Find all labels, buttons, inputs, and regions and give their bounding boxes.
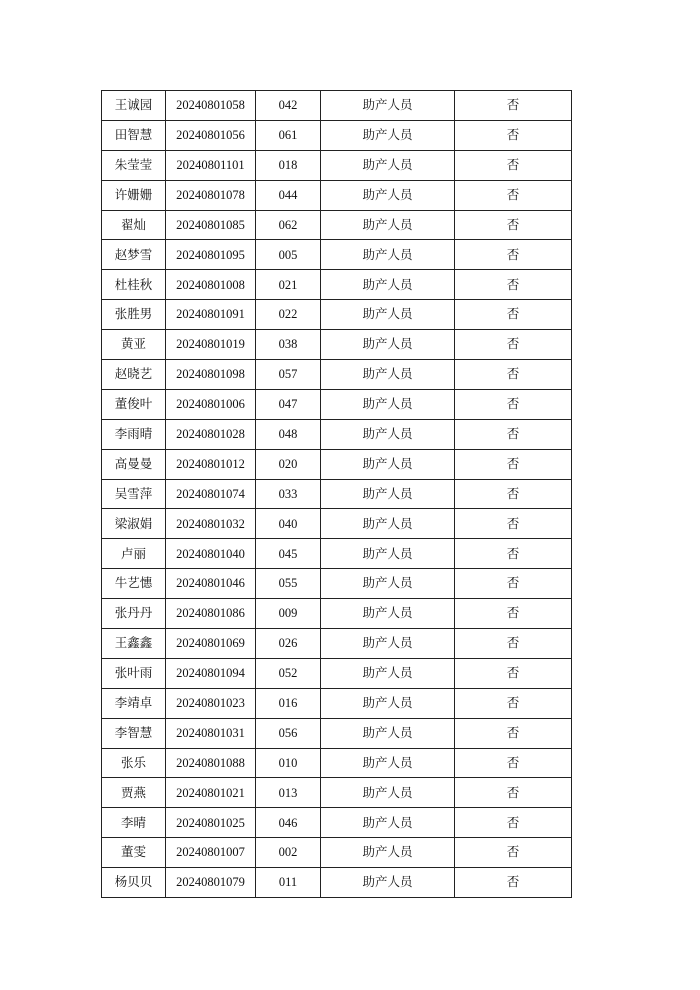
cell-name: 田智慧 [102, 120, 166, 150]
table-row [102, 270, 572, 300]
cell-position: 助产人员 [321, 778, 455, 808]
cell-seat-number: 047 [256, 389, 321, 419]
cell-seat-number: 018 [256, 150, 321, 180]
cell-name: 王鑫鑫 [102, 629, 166, 659]
table-row [102, 718, 572, 748]
cell-seat-number: 021 [256, 270, 321, 300]
table-row [102, 449, 572, 479]
cell-exam-id: 20240801069 [166, 629, 256, 659]
table-row [102, 868, 572, 898]
cell-seat-number: 020 [256, 449, 321, 479]
cell-status: 否 [455, 509, 572, 539]
cell-exam-id: 20240801012 [166, 449, 256, 479]
cell-position: 助产人员 [321, 509, 455, 539]
cell-name: 卢丽 [102, 539, 166, 569]
cell-name: 赵晓艺 [102, 360, 166, 390]
cell-exam-id: 20240801078 [166, 180, 256, 210]
cell-exam-id: 20240801086 [166, 599, 256, 629]
cell-seat-number: 022 [256, 300, 321, 330]
cell-exam-id: 20240801006 [166, 389, 256, 419]
cell-name: 李智慧 [102, 718, 166, 748]
cell-name: 贾燕 [102, 778, 166, 808]
cell-status: 否 [455, 658, 572, 688]
cell-status: 否 [455, 599, 572, 629]
cell-seat-number: 048 [256, 419, 321, 449]
cell-seat-number: 026 [256, 629, 321, 659]
cell-seat-number: 062 [256, 210, 321, 240]
cell-name: 张叶雨 [102, 658, 166, 688]
cell-name: 杨贝贝 [102, 868, 166, 898]
cell-status: 否 [455, 688, 572, 718]
cell-exam-id: 20240801019 [166, 330, 256, 360]
cell-seat-number: 045 [256, 539, 321, 569]
cell-position: 助产人员 [321, 539, 455, 569]
table-row [102, 629, 572, 659]
cell-name: 王诚园 [102, 91, 166, 121]
cell-exam-id: 20240801028 [166, 419, 256, 449]
cell-status: 否 [455, 270, 572, 300]
cell-seat-number: 002 [256, 838, 321, 868]
cell-status: 否 [455, 180, 572, 210]
cell-seat-number: 038 [256, 330, 321, 360]
table-row [102, 778, 572, 808]
table-row [102, 180, 572, 210]
table-row [102, 748, 572, 778]
cell-position: 助产人员 [321, 599, 455, 629]
cell-status: 否 [455, 868, 572, 898]
cell-position: 助产人员 [321, 91, 455, 121]
cell-position: 助产人员 [321, 389, 455, 419]
cell-name: 高曼曼 [102, 449, 166, 479]
cell-status: 否 [455, 419, 572, 449]
cell-status: 否 [455, 210, 572, 240]
cell-status: 否 [455, 91, 572, 121]
cell-position: 助产人员 [321, 838, 455, 868]
cell-exam-id: 20240801079 [166, 868, 256, 898]
table-row [102, 599, 572, 629]
cell-name: 李晴 [102, 808, 166, 838]
cell-position: 助产人员 [321, 300, 455, 330]
cell-status: 否 [455, 838, 572, 868]
cell-position: 助产人员 [321, 120, 455, 150]
cell-position: 助产人员 [321, 270, 455, 300]
cell-name: 李雨晴 [102, 419, 166, 449]
table-row [102, 91, 572, 121]
cell-position: 助产人员 [321, 868, 455, 898]
cell-status: 否 [455, 120, 572, 150]
table-row [102, 360, 572, 390]
table-row [102, 419, 572, 449]
table-row [102, 330, 572, 360]
cell-exam-id: 20240801008 [166, 270, 256, 300]
cell-status: 否 [455, 748, 572, 778]
cell-name: 牛艺憓 [102, 569, 166, 599]
cell-seat-number: 010 [256, 748, 321, 778]
cell-position: 助产人员 [321, 688, 455, 718]
cell-seat-number: 061 [256, 120, 321, 150]
cell-exam-id: 20240801046 [166, 569, 256, 599]
table-row [102, 838, 572, 868]
cell-exam-id: 20240801007 [166, 838, 256, 868]
cell-position: 助产人员 [321, 658, 455, 688]
cell-seat-number: 011 [256, 868, 321, 898]
cell-position: 助产人员 [321, 210, 455, 240]
cell-exam-id: 20240801085 [166, 210, 256, 240]
cell-position: 助产人员 [321, 330, 455, 360]
cell-status: 否 [455, 539, 572, 569]
cell-exam-id: 20240801095 [166, 240, 256, 270]
table-row [102, 389, 572, 419]
cell-name: 梁淑娟 [102, 509, 166, 539]
cell-seat-number: 052 [256, 658, 321, 688]
cell-position: 助产人员 [321, 748, 455, 778]
cell-status: 否 [455, 718, 572, 748]
cell-position: 助产人员 [321, 360, 455, 390]
table-row [102, 688, 572, 718]
cell-status: 否 [455, 150, 572, 180]
table-row [102, 539, 572, 569]
cell-position: 助产人员 [321, 629, 455, 659]
cell-name: 张丹丹 [102, 599, 166, 629]
cell-seat-number: 055 [256, 569, 321, 599]
cell-exam-id: 20240801025 [166, 808, 256, 838]
cell-name: 张乐 [102, 748, 166, 778]
cell-position: 助产人员 [321, 449, 455, 479]
cell-name: 董雯 [102, 838, 166, 868]
cell-status: 否 [455, 629, 572, 659]
cell-seat-number: 056 [256, 718, 321, 748]
cell-position: 助产人员 [321, 718, 455, 748]
cell-seat-number: 040 [256, 509, 321, 539]
cell-exam-id: 20240801098 [166, 360, 256, 390]
cell-position: 助产人员 [321, 479, 455, 509]
cell-exam-id: 20240801021 [166, 778, 256, 808]
cell-exam-id: 20240801058 [166, 91, 256, 121]
table-row [102, 120, 572, 150]
cell-exam-id: 20240801023 [166, 688, 256, 718]
candidate-table [101, 90, 572, 898]
cell-exam-id: 20240801032 [166, 509, 256, 539]
cell-position: 助产人员 [321, 180, 455, 210]
cell-name: 翟灿 [102, 210, 166, 240]
table-row [102, 210, 572, 240]
cell-seat-number: 033 [256, 479, 321, 509]
cell-exam-id: 20240801088 [166, 748, 256, 778]
cell-seat-number: 046 [256, 808, 321, 838]
cell-name: 杜桂秋 [102, 270, 166, 300]
cell-seat-number: 016 [256, 688, 321, 718]
cell-name: 张胜男 [102, 300, 166, 330]
cell-position: 助产人员 [321, 240, 455, 270]
cell-exam-id: 20240801094 [166, 658, 256, 688]
cell-status: 否 [455, 360, 572, 390]
cell-exam-id: 20240801056 [166, 120, 256, 150]
cell-seat-number: 057 [256, 360, 321, 390]
table-row [102, 240, 572, 270]
cell-status: 否 [455, 808, 572, 838]
cell-exam-id: 20240801101 [166, 150, 256, 180]
cell-name: 赵梦雪 [102, 240, 166, 270]
cell-position: 助产人员 [321, 150, 455, 180]
cell-position: 助产人员 [321, 808, 455, 838]
cell-seat-number: 013 [256, 778, 321, 808]
cell-position: 助产人员 [321, 569, 455, 599]
table-row [102, 569, 572, 599]
cell-status: 否 [455, 449, 572, 479]
table-row [102, 300, 572, 330]
cell-exam-id: 20240801091 [166, 300, 256, 330]
cell-seat-number: 044 [256, 180, 321, 210]
cell-seat-number: 009 [256, 599, 321, 629]
cell-status: 否 [455, 778, 572, 808]
cell-name: 黄亚 [102, 330, 166, 360]
table-row [102, 808, 572, 838]
candidate-table-body [102, 91, 572, 898]
cell-status: 否 [455, 330, 572, 360]
table-row [102, 658, 572, 688]
cell-position: 助产人员 [321, 419, 455, 449]
cell-status: 否 [455, 569, 572, 599]
cell-exam-id: 20240801074 [166, 479, 256, 509]
cell-name: 李靖卓 [102, 688, 166, 718]
table-row [102, 509, 572, 539]
table-row [102, 479, 572, 509]
cell-name: 吴雪萍 [102, 479, 166, 509]
cell-exam-id: 20240801031 [166, 718, 256, 748]
cell-name: 董俊叶 [102, 389, 166, 419]
cell-status: 否 [455, 389, 572, 419]
table-row [102, 150, 572, 180]
cell-name: 朱莹莹 [102, 150, 166, 180]
cell-seat-number: 005 [256, 240, 321, 270]
cell-status: 否 [455, 479, 572, 509]
cell-status: 否 [455, 300, 572, 330]
cell-exam-id: 20240801040 [166, 539, 256, 569]
cell-seat-number: 042 [256, 91, 321, 121]
cell-status: 否 [455, 240, 572, 270]
cell-name: 许姗姗 [102, 180, 166, 210]
